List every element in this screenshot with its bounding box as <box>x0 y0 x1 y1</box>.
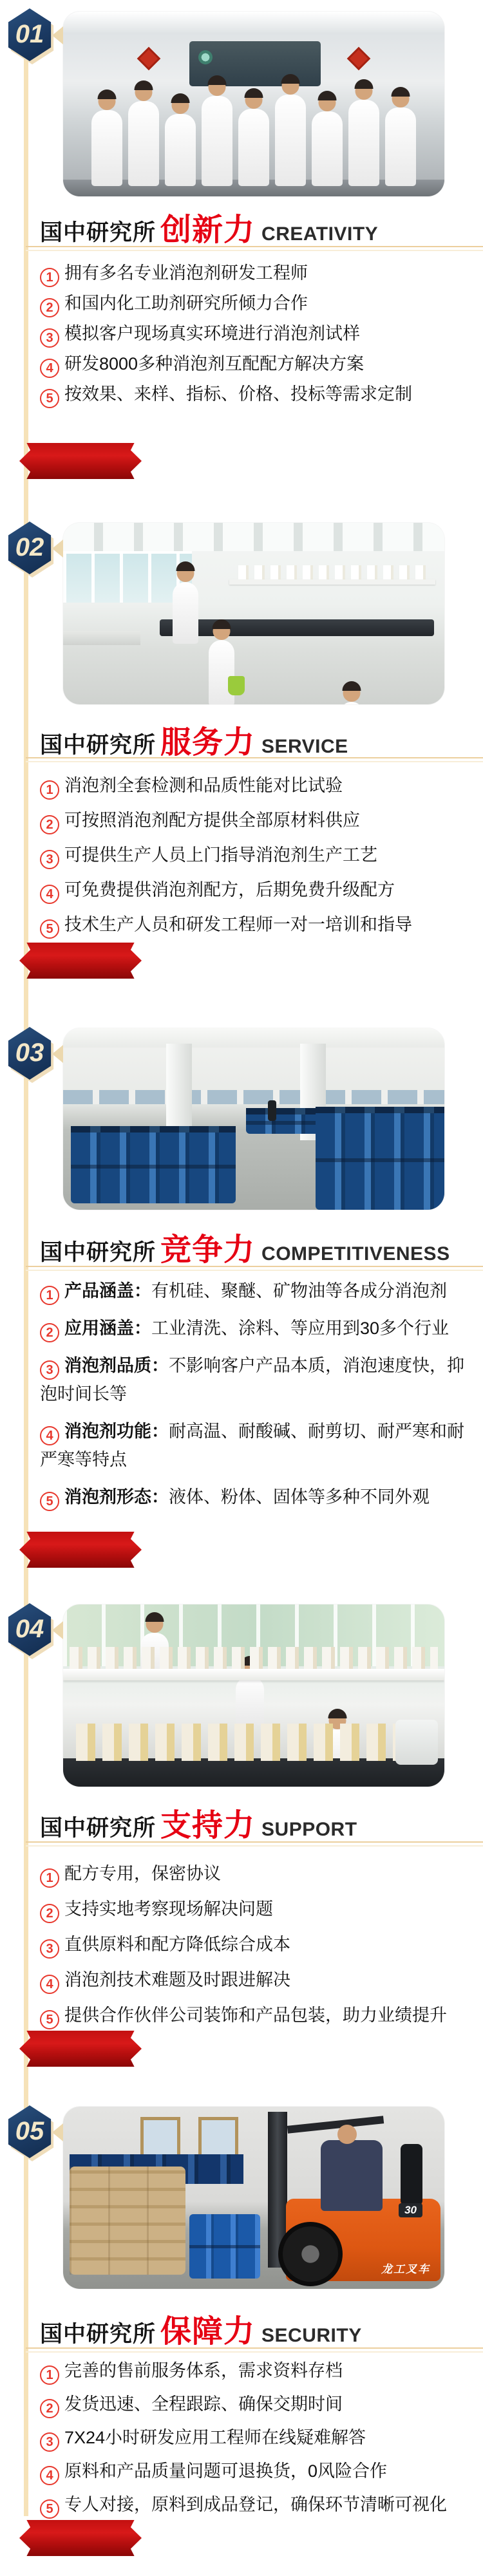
forklift-brand-label: 龙工叉车 <box>381 2263 430 2275</box>
item-text: 发货迅速、全程跟踪、确保交期时间 <box>64 2394 343 2414</box>
brand-name: 国中研究所 <box>40 220 156 245</box>
title-keyword: 创新力 <box>160 213 256 247</box>
list-item <box>40 806 469 834</box>
item-number-badge: 1 <box>40 2365 59 2385</box>
section-title <box>40 1225 450 1269</box>
feature-list <box>40 1277 469 1520</box>
brand-name: 国中研究所 <box>40 733 156 758</box>
bottle-row <box>238 565 431 579</box>
item-text: 液体、粉体、固体等多种不同外观 <box>169 1487 430 1507</box>
item-text: 模拟客户现场真实环境进行消泡剂试样 <box>64 324 360 343</box>
list-item <box>40 1895 469 1923</box>
person-figure <box>202 96 232 186</box>
photo-sample-bottles <box>63 1604 444 1787</box>
item-label: 产品涵盖： <box>64 1281 151 1301</box>
lab-bench <box>63 1758 444 1787</box>
feature-list <box>40 259 469 410</box>
forklift-model-label: 30 <box>399 2203 422 2217</box>
item-number-badge: 4 <box>40 2466 59 2485</box>
people-row <box>75 88 433 186</box>
item-text: 消泡剂技术难题及时跟进解决 <box>64 1970 290 1989</box>
item-text: 提供合作伙伴公司装饰和产品包装，助力业绩提升 <box>64 2006 447 2025</box>
title-keyword-en: SERVICE <box>261 736 348 757</box>
item-label: 消泡剂功能： <box>64 1422 169 1441</box>
item-number-badge: 2 <box>40 2399 59 2418</box>
person-figure <box>238 109 269 186</box>
section-number-badge <box>6 1603 54 1657</box>
section-number: 04 <box>15 1614 44 1643</box>
item-number-badge: 5 <box>40 389 59 408</box>
ribbon-banner <box>19 1532 142 1568</box>
item-number-badge: 5 <box>40 1492 59 1511</box>
list-item <box>40 841 469 869</box>
brand-name: 国中研究所 <box>40 1816 156 1841</box>
person-figure <box>340 702 363 704</box>
person-figure <box>268 1100 276 1121</box>
item-text: 配方专用，保密协议 <box>64 1864 221 1883</box>
item-text: 消泡剂全套检测和品质性能对比试验 <box>64 776 343 795</box>
list-item <box>40 289 469 317</box>
lantern-icon <box>137 47 161 71</box>
item-number-badge: 4 <box>40 885 59 904</box>
item-text: 直供原料和配方降低综合成本 <box>64 1935 290 1954</box>
bucket <box>395 1720 438 1765</box>
person-figure <box>91 110 122 186</box>
item-text: 和国内化工助剂研究所倾力合作 <box>64 294 308 313</box>
section-support <box>0 1603 483 2080</box>
section-title <box>40 2306 362 2351</box>
section-number-badge <box>6 2105 54 2159</box>
list-item <box>40 2490 469 2519</box>
item-number-badge: 2 <box>40 298 59 317</box>
shelf <box>63 1669 444 1680</box>
item-label: 消泡剂品质： <box>64 1356 169 1375</box>
person-figure <box>275 95 306 186</box>
feature-list <box>40 1859 469 2036</box>
photo-laboratory <box>63 523 444 704</box>
ribbon-banner <box>19 443 142 479</box>
item-text: 按效果、来样、指标、价格、投标等需求定制 <box>64 384 412 404</box>
section-competitiveness <box>0 1027 483 1581</box>
item-number-badge: 1 <box>40 1286 59 1305</box>
list-item <box>40 2356 469 2385</box>
section-creativity <box>0 8 483 488</box>
title-keyword: 服务力 <box>160 726 256 760</box>
list-item <box>40 319 469 348</box>
item-number-badge: 1 <box>40 1868 59 1888</box>
section-number: 02 <box>15 532 44 561</box>
list-item <box>40 259 469 287</box>
title-keyword-en: CREATIVITY <box>261 223 379 245</box>
item-number-badge: 2 <box>40 815 59 834</box>
section-title <box>40 717 348 762</box>
ribbon-banner <box>19 2520 142 2556</box>
section-number-badge <box>6 522 54 576</box>
forklift-seat <box>401 2144 422 2206</box>
item-label: 应用涵盖： <box>64 1319 151 1338</box>
bag-stack <box>70 2167 185 2275</box>
list-item <box>40 876 469 904</box>
list-item <box>40 1277 469 1305</box>
shelf <box>229 579 435 585</box>
person-figure <box>385 108 416 186</box>
list-item <box>40 2457 469 2485</box>
list-item <box>40 1859 469 1888</box>
photo-team-group <box>63 12 444 196</box>
section-title <box>40 205 378 249</box>
item-number-badge: 3 <box>40 1939 59 1959</box>
item-text: 有机硅、聚醚、矿物油等各成分消泡剂 <box>151 1281 447 1301</box>
list-item <box>40 1417 469 1474</box>
item-number-badge: 4 <box>40 359 59 378</box>
forklift-driver <box>321 2140 383 2211</box>
list-item <box>40 771 469 800</box>
photo-ceiling <box>63 12 444 33</box>
item-number-badge: 2 <box>40 1904 59 1923</box>
item-number-badge: 5 <box>40 2499 59 2519</box>
person-figure <box>128 101 159 186</box>
item-text: 原料和产品质量问题可退换货，0风险合作 <box>64 2461 388 2481</box>
section-service <box>0 522 483 1017</box>
photo-forklift-warehouse <box>63 2107 444 2289</box>
photo-roof <box>63 1028 444 1048</box>
blue-jug-stack <box>189 2214 260 2279</box>
item-number-badge: 3 <box>40 850 59 869</box>
ribbon-banner <box>19 2031 142 2067</box>
brand-name: 国中研究所 <box>40 1240 156 1265</box>
trash-bin <box>228 676 245 695</box>
section-number-badge <box>6 8 54 62</box>
brand-name: 国中研究所 <box>40 2322 156 2347</box>
forklift-overhead-guard <box>287 2116 384 2134</box>
lab-bench <box>63 631 140 645</box>
person-figure <box>165 114 196 186</box>
list-item <box>40 380 469 408</box>
person-figure <box>236 1677 264 1725</box>
feature-list <box>40 771 469 945</box>
forklift-wheel <box>278 2222 343 2286</box>
item-number-badge: 3 <box>40 2432 59 2452</box>
list-item <box>40 2423 469 2452</box>
blue-drum-stack <box>316 1107 444 1210</box>
title-keyword: 竞争力 <box>160 1233 256 1267</box>
item-number-badge: 5 <box>40 2010 59 2029</box>
person-figure <box>348 100 379 186</box>
feature-list <box>40 2356 469 2524</box>
person-figure <box>312 111 343 186</box>
section-security <box>0 2105 483 2576</box>
item-number-badge: 3 <box>40 328 59 348</box>
item-text: 研发8000多种消泡剂互配配方解决方案 <box>64 354 365 373</box>
list-item <box>40 1930 469 1959</box>
item-number-badge: 4 <box>40 1426 59 1445</box>
item-number-badge: 2 <box>40 1323 59 1342</box>
photo-ceiling <box>63 523 444 551</box>
item-text: 耐高温、耐酸碱、耐剪切、耐严寒和耐严寒等特点 <box>40 1422 464 1469</box>
title-keyword: 支持力 <box>160 1809 256 1843</box>
lantern-icon <box>347 47 371 71</box>
title-keyword: 保障力 <box>160 2315 256 2349</box>
item-text: 可按照消泡剂配方提供全部原材料供应 <box>64 811 360 830</box>
item-number-badge: 5 <box>40 919 59 939</box>
photo-warehouse-drums <box>63 1028 444 1210</box>
item-text: 支持实地考察现场解决问题 <box>64 1899 273 1919</box>
title-keyword-en: SECURITY <box>261 2325 362 2346</box>
list-item <box>40 2001 469 2029</box>
item-text: 可提供生产人员上门指导消泡剂生产工艺 <box>64 845 377 865</box>
section-number-badge <box>6 1027 54 1081</box>
item-number-badge: 4 <box>40 1975 59 1994</box>
person-figure <box>173 582 198 644</box>
item-text: 7X24小时研发应用工程师在线疑难解答 <box>64 2428 366 2447</box>
list-item <box>40 1483 469 1511</box>
list-item <box>40 2390 469 2418</box>
list-item <box>40 1966 469 1994</box>
section-number: 05 <box>15 2116 44 2145</box>
list-item <box>40 350 469 378</box>
item-text: 不影响客户产品本质，消泡速度快，抑泡时间长等 <box>40 1356 464 1404</box>
title-keyword-en: SUPPORT <box>261 1819 357 1840</box>
item-text: 工业清洗、涂料、等应用到30多个行业 <box>151 1319 450 1338</box>
section-number: 01 <box>15 19 44 48</box>
item-text: 技术生产人员和研发工程师一对一培训和指导 <box>64 915 412 934</box>
list-item <box>40 1314 469 1342</box>
item-label: 消泡剂形态： <box>64 1487 169 1507</box>
item-text: 拥有多名专业消泡剂研发工程师 <box>64 263 308 283</box>
ribbon-banner <box>19 943 142 979</box>
section-number: 03 <box>15 1038 44 1067</box>
list-item <box>40 910 469 939</box>
bottle-row <box>70 1647 438 1670</box>
blue-drum-stack <box>71 1126 236 1203</box>
item-text: 专人对接，原料到成品登记，确保环节清晰可视化 <box>64 2495 447 2514</box>
lab-bench <box>160 619 434 636</box>
item-text: 可免费提供消泡剂配方，后期免费升级配方 <box>64 880 395 899</box>
item-text: 完善的售前服务体系，需求资料存档 <box>64 2361 343 2380</box>
window-strip <box>63 1090 444 1104</box>
list-item <box>40 1351 469 1408</box>
item-number-badge: 3 <box>40 1360 59 1380</box>
section-title <box>40 1800 357 1845</box>
title-keyword-en: COMPETITIVENESS <box>261 1243 450 1264</box>
bottle-row <box>76 1724 406 1761</box>
item-number-badge: 1 <box>40 268 59 287</box>
item-number-badge: 1 <box>40 780 59 800</box>
